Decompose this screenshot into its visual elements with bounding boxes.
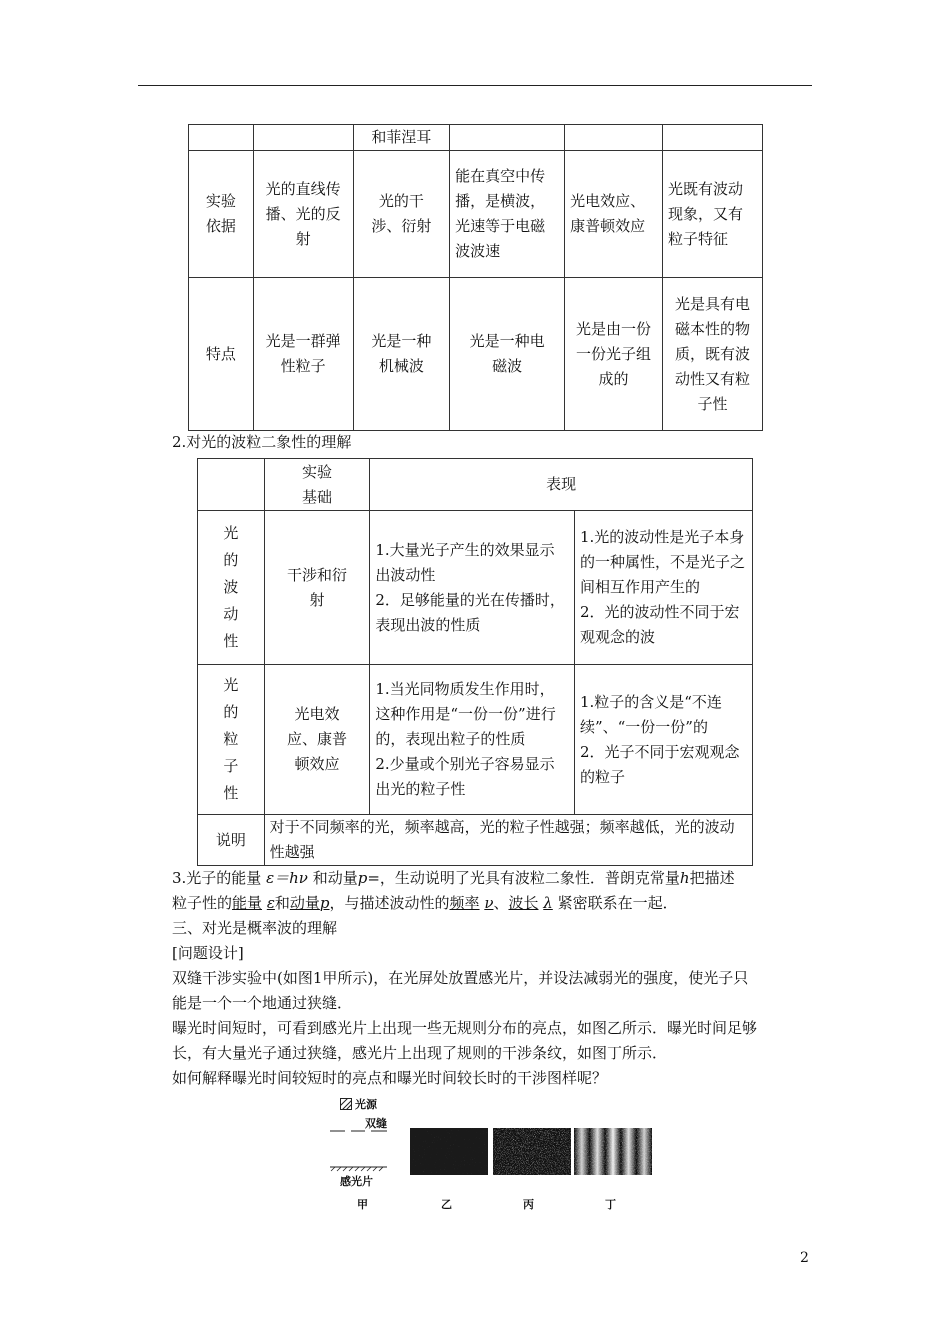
row-label: 光的粒子性 <box>198 665 265 815</box>
wave-particle-table <box>197 458 753 866</box>
problem-text: 双缝干涉实验中(如图1甲所示)，在光屏处放置感光片，并设法减弱光的强度，使光子只 <box>172 969 749 987</box>
row-label: 说明 <box>198 815 265 866</box>
light-theories-table <box>188 124 763 431</box>
double-slit-figure <box>325 1093 655 1218</box>
section2-title: 2.对光的波粒二象性的理解 <box>172 433 352 451</box>
figure-label-bing: 丙 <box>523 1198 534 1211</box>
table-cell: 光是一种电磁波 <box>450 278 565 431</box>
header-manifestation: 表现 <box>370 459 753 511</box>
problem-label: [问题设计] <box>172 944 244 962</box>
table-cell: 光既有波动现象，又有粒子特征 <box>662 151 762 278</box>
table-cell: 干涉和衍射 <box>264 511 370 665</box>
row-label: 特点 <box>189 278 254 431</box>
table-cell: 光是一群弹性粒子 <box>253 278 353 431</box>
table-row-experiment <box>189 151 763 278</box>
figure-label-ding: 丁 <box>605 1198 616 1211</box>
panel-bing-more-photons <box>493 1128 571 1175</box>
table-cell: 和菲涅耳 <box>353 125 450 151</box>
figure-label-yi: 乙 <box>441 1198 452 1211</box>
slit-diagram <box>325 1123 405 1173</box>
table-row <box>189 125 763 151</box>
table-header-row <box>198 459 753 511</box>
energy-formula: ε＝hν <box>266 869 308 887</box>
table-cell: 光电效应、康普顿效应 <box>565 151 663 278</box>
table-row-wave <box>198 511 753 665</box>
header-rule <box>138 85 812 86</box>
section3-line1: 3.光子的能量 ε＝hν 和动量p=，生动说明了光具有波粒二象性．普朗克常量h把描述 <box>172 869 735 887</box>
problem-question: 如何解释曝光时间较短时的亮点和曝光时间较长时的干涉图样呢？ <box>172 1069 608 1087</box>
table-cell: 光是具有电磁本性的物质，既有波动性又有粒子性 <box>662 278 762 431</box>
double-slit-label: 双缝 <box>365 1117 387 1130</box>
problem-text: 曝光时间短时，可看到感光片上出现一些无规则分布的亮点，如图乙所示．曝光时间足够 <box>172 1019 758 1037</box>
part3-heading: 三、对光是概率波的理解 <box>172 919 338 937</box>
table-cell: 1.当光同物质发生作用时，这种作用是“一份一份”进行的，表现出粒子的性质 2.少量或个别光子容易显示出光的粒子性 <box>370 665 575 815</box>
table-cell: 1.光的波动性是光子本身的一种属性，不是光子之间相互作用产生的 2．光的波动性不同于宏观观念的波 <box>574 511 752 665</box>
page-number: 2 <box>800 1250 809 1266</box>
table-cell: 1.粒子的含义是“不连续”、“一份一份”的 2．光子不同于宏观观念的粒子 <box>574 665 752 815</box>
row-label: 实验依据 <box>189 151 254 278</box>
table-row-note <box>198 815 753 866</box>
table-cell: 光的干涉、衍射 <box>353 151 450 278</box>
table-cell: 光电效应、康普顿效应 <box>264 665 370 815</box>
panel-yi-few-photons <box>410 1128 488 1175</box>
panel-ding-interference-fringes <box>574 1128 652 1175</box>
section3-line2: 粒子性的能量 ε和动量p，与描述波动性的频率 ν、波长 λ 紧密联系在一起． <box>172 894 678 912</box>
problem-text: 能是一个一个地通过狭缝． <box>172 994 353 1012</box>
row-label: 光的波动性 <box>198 511 265 665</box>
film-label: 感光片 <box>340 1175 373 1188</box>
table-row-features <box>189 278 763 431</box>
table-cell: 对于不同频率的光，频率越高，光的粒子性越强；频率越低，光的波动性越强 <box>264 815 752 866</box>
header-basis: 实验基础 <box>264 459 370 511</box>
table-cell: 1.大量光子产生的效果显示出波动性 2．足够能量的光在传播时，表现出波的性质 <box>370 511 575 665</box>
table-cell: 能在真空中传播，是横波，光速等于电磁波波速 <box>450 151 565 278</box>
table-cell: 光是一种机械波 <box>353 278 450 431</box>
problem-text: 长，有大量光子通过狭缝，感光片上出现了规则的干涉条纹，如图丁所示． <box>172 1044 668 1062</box>
light-source-label: 光源 <box>355 1098 377 1111</box>
table-row-particle <box>198 665 753 815</box>
table-cell: 光是由一份一份光子组成的 <box>565 278 663 431</box>
light-source-icon <box>340 1098 352 1110</box>
table-cell: 光的直线传播、光的反射 <box>253 151 353 278</box>
figure-label-jia: 甲 <box>357 1198 368 1211</box>
